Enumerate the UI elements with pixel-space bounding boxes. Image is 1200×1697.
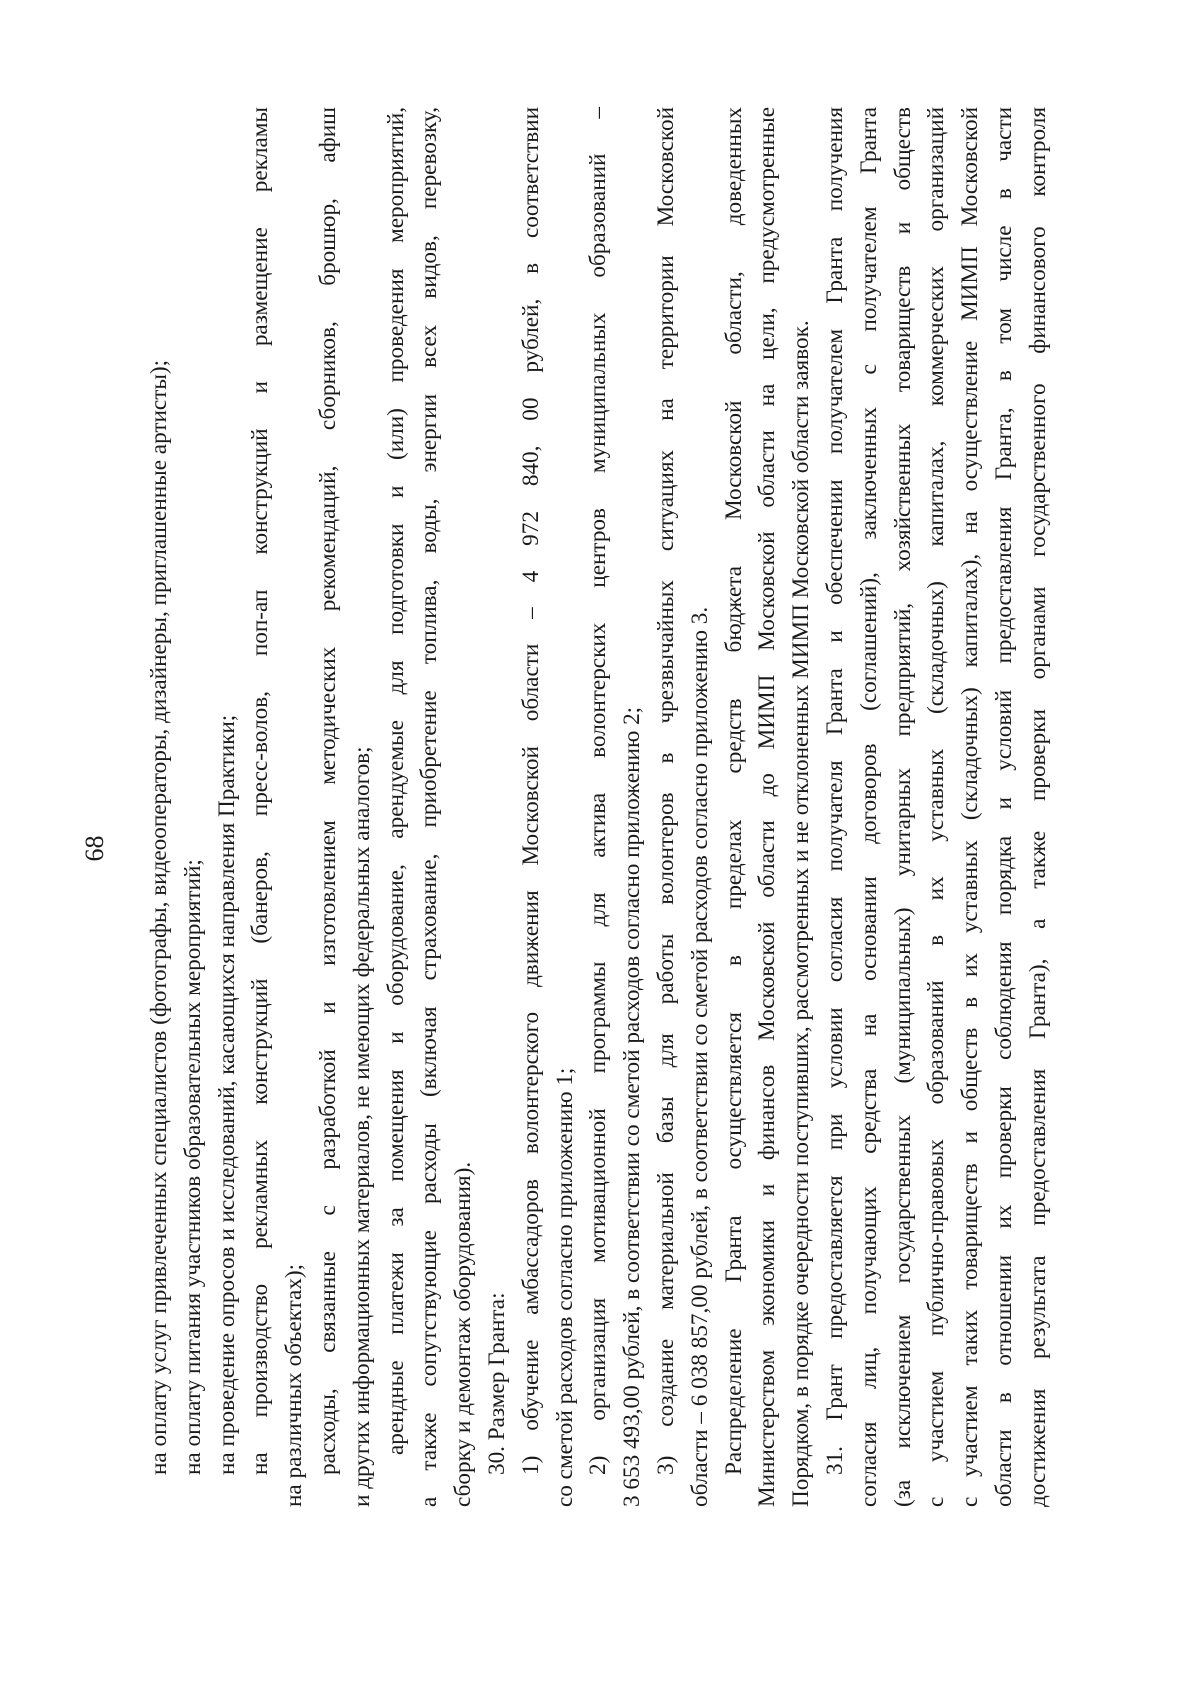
text-line: с участием таких товариществ и обществ в их уставных (складочных) капиталах), на осуществление МИМП Московской	[957, 107, 984, 1507]
text-line: Министерством экономики и финансов Московской области до МИМП Московской области на цели, предусмотренные	[754, 107, 781, 1507]
page-number: 68	[80, 835, 109, 862]
text-line: (за исключением государственных (муниципальных) унитарных предприятий, хозяйственных товариществ и обществ	[889, 107, 916, 1507]
text-line: согласия лиц, получающих средства на основании договоров (соглашений), заключенных с получателем Гранта	[855, 107, 882, 1507]
text-line: на производство рекламных конструкций (банеров, пресс-волов, поп-ап конструкций и размещение рекламы	[247, 107, 274, 1475]
text-line: расходы, связанные с разработкой и изготовлением методических рекомендаций, сборников, брошюр, афиш	[314, 107, 341, 1475]
text-line: области в отношении их проверки соблюдения порядка и условий предоставления Гранта, в том числе в части	[990, 107, 1017, 1507]
text-line: 1) обучение амбассадоров волонтерского движения Московской области – 4 972 840, 00 рублей, в соответствии	[517, 107, 544, 1475]
text-line: 30. Размер Гранта:	[483, 1292, 510, 1475]
text-line: 3) создание материальной базы для работы волонтеров в чрезвычайных ситуациях на территории Московской	[652, 107, 679, 1475]
text-line: достижения результата предоставления Гранта), а также проверки органами государственного финансового контроля	[1024, 107, 1051, 1507]
text-line: с участием публично-правовых образований в их уставных (складочных) капиталах, коммерческих организаций	[923, 107, 950, 1507]
text-line: на оплату питания участников образовательных мероприятий;	[179, 859, 206, 1475]
text-line: Распределение Гранта осуществляется в пределах средств бюджета Московской области, доведенных	[720, 107, 747, 1475]
text-line: арендные платежи за помещения и оборудование, арендуемые для подготовки и (или) проведения мероприятий,	[382, 107, 409, 1455]
text-line: 31. Грант предоставляется при условии согласия получателя Гранта и обеспечении получателем Гранта получения	[821, 107, 848, 1475]
text-line: а также сопутствующие расходы (включая страхование, приобретение топлива, воды, энергии всех видов, перевозку,	[416, 107, 443, 1507]
text-line: на оплату услуг привлеченных специалистов (фотографы, видеооператоры, дизайнеры, приглашенные артисты);	[146, 359, 172, 1475]
text-line: 3 653 493,00 рублей, в соответствии со сметой расходов согласно приложению 2;	[619, 706, 646, 1507]
text-line: и других информационных материалов, не имеющих федеральных аналогов;	[348, 746, 375, 1507]
text-line: со сметой расходов согласно приложению 1;	[551, 1067, 578, 1507]
text-line: сборку и демонтаж оборудования).	[450, 1161, 477, 1507]
text-line: на проведение опросов и исследований, касающихся направления Практики;	[213, 714, 240, 1475]
text-line: на различных объектах);	[281, 1263, 308, 1507]
text-line: 2) организация мотивационной программы для актива волонтерских центров муниципальных образований –	[585, 107, 612, 1475]
text-line: области – 6 038 857,00 рублей, в соответствии со сметой расходов согласно приложению 3.	[686, 606, 713, 1507]
document-body	[143, 107, 1056, 1507]
text-line: Порядком, в порядке очередности поступивших, рассмотренных и не отклоненных МИМП Московской области заявок.	[788, 320, 815, 1507]
